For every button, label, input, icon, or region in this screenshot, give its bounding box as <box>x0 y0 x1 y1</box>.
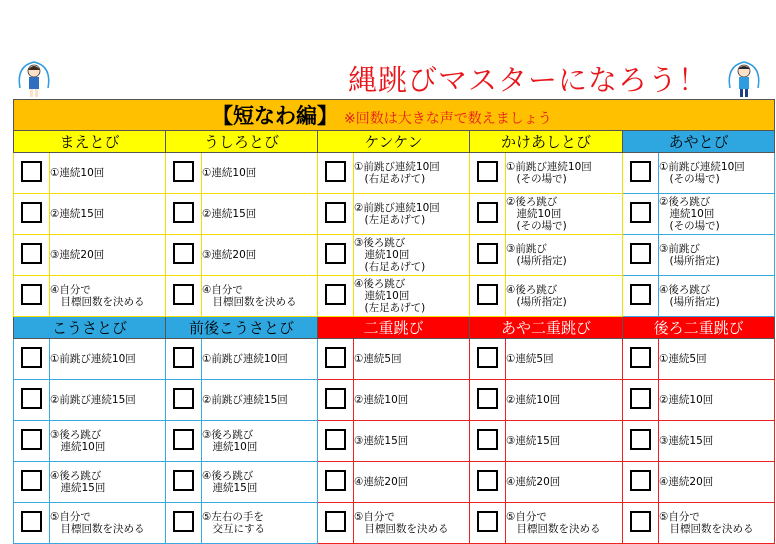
task-label: ④連続20回 <box>659 462 775 503</box>
header-ushiro-nijuutobi: 後ろ二重跳び <box>623 317 775 339</box>
checkbox[interactable] <box>470 276 506 317</box>
task-label: ③連続15回 <box>354 421 470 462</box>
task-label: ①連続5回 <box>354 339 470 380</box>
checkbox[interactable] <box>14 194 50 235</box>
task-label: ②後ろ跳び 連続10回 (その場で) <box>506 194 623 235</box>
header-maetobi: まえとび <box>14 131 166 153</box>
checkbox[interactable] <box>166 194 202 235</box>
checkbox[interactable] <box>318 153 354 194</box>
task-label: ②後ろ跳び 連続10回 (その場で) <box>659 194 775 235</box>
checkbox[interactable] <box>318 462 354 503</box>
header-nijuutobi: 二重跳び <box>318 317 470 339</box>
table-row <box>14 276 775 317</box>
checkbox[interactable] <box>166 380 202 421</box>
checkbox[interactable] <box>14 153 50 194</box>
table-row <box>14 380 775 421</box>
header-ushirotobi: うしろとび <box>166 131 318 153</box>
task-label: ①前跳び連続10回 <box>202 339 318 380</box>
checkbox[interactable] <box>166 235 202 276</box>
section-title: 【短なわ編】 <box>212 104 338 128</box>
task-label: ③前跳び (場所指定) <box>659 235 775 276</box>
checkbox[interactable] <box>318 380 354 421</box>
task-label: ①連続5回 <box>506 339 623 380</box>
checkbox[interactable] <box>623 503 659 544</box>
header-kousatobi: こうさとび <box>14 317 166 339</box>
task-label: ③後ろ跳び 連続10回 (右足あげて) <box>354 235 470 276</box>
task-label: ②連続10回 <box>659 380 775 421</box>
checklist-table <box>13 99 775 544</box>
task-label: ④連続20回 <box>354 462 470 503</box>
task-label: ③連続15回 <box>506 421 623 462</box>
task-label: ④自分で 目標回数を決める <box>50 276 166 317</box>
task-label: ④後ろ跳び 連続15回 <box>50 462 166 503</box>
checkbox[interactable] <box>623 153 659 194</box>
section-note: ※回数は大きな声で数えましょう <box>344 111 552 127</box>
header-ayatobi: あやとび <box>623 131 775 153</box>
checkbox[interactable] <box>14 380 50 421</box>
task-label: ⑤自分で 目標回数を決める <box>50 503 166 544</box>
task-label: ①連続10回 <box>50 153 166 194</box>
header-zengo-kousatobi: 前後こうさとび <box>166 317 318 339</box>
task-label: ③後ろ跳び 連続10回 <box>202 421 318 462</box>
checkbox[interactable] <box>166 276 202 317</box>
checkbox[interactable] <box>14 503 50 544</box>
checkbox[interactable] <box>166 462 202 503</box>
header-kenken: ケンケン <box>318 131 470 153</box>
checkbox[interactable] <box>14 462 50 503</box>
task-label: ④後ろ跳び 連続10回 (左足あげて) <box>354 276 470 317</box>
task-label: ③後ろ跳び 連続10回 <box>50 421 166 462</box>
table-row <box>14 194 775 235</box>
table-row <box>14 235 775 276</box>
checkbox[interactable] <box>470 503 506 544</box>
task-label: ④後ろ跳び (場所指定) <box>659 276 775 317</box>
checkbox[interactable] <box>318 421 354 462</box>
checkbox[interactable] <box>623 380 659 421</box>
task-label: ①連続10回 <box>202 153 318 194</box>
task-label: ③連続15回 <box>659 421 775 462</box>
checkbox[interactable] <box>623 276 659 317</box>
task-label: ②前跳び連続15回 <box>50 380 166 421</box>
checkbox[interactable] <box>470 153 506 194</box>
checkbox[interactable] <box>14 276 50 317</box>
task-label: ④後ろ跳び 連続15回 <box>202 462 318 503</box>
section-banner <box>14 100 775 131</box>
checkbox[interactable] <box>14 235 50 276</box>
task-label: ②前跳び連続10回 (左足あげて) <box>354 194 470 235</box>
task-label: ③前跳び (場所指定) <box>506 235 623 276</box>
table-row <box>14 462 775 503</box>
checkbox[interactable] <box>166 503 202 544</box>
task-label: ①前跳び連続10回 (その場で) <box>506 153 623 194</box>
checkbox[interactable] <box>318 235 354 276</box>
task-label: ②連続15回 <box>202 194 318 235</box>
table-row <box>14 421 775 462</box>
checkbox[interactable] <box>14 421 50 462</box>
task-label: ②前跳び連続15回 <box>202 380 318 421</box>
checkbox[interactable] <box>318 194 354 235</box>
task-label: ①前跳び連続10回 (右足あげて) <box>354 153 470 194</box>
jump-rope-boy-icon <box>724 58 764 104</box>
table-row <box>14 503 775 544</box>
checkbox[interactable] <box>166 153 202 194</box>
header-kakeashitobi: かけあしとび <box>470 131 623 153</box>
checkbox[interactable] <box>166 421 202 462</box>
task-label: ④連続20回 <box>506 462 623 503</box>
checkbox[interactable] <box>470 339 506 380</box>
checkbox[interactable] <box>623 235 659 276</box>
task-label: ⑤自分で 目標回数を決める <box>659 503 775 544</box>
jump-rope-girl-icon <box>14 58 54 104</box>
task-label: ②連続10回 <box>506 380 623 421</box>
header-aya-nijuutobi: あや二重跳び <box>470 317 623 339</box>
page-title: 縄跳びマスターになろう！ <box>348 63 709 97</box>
checkbox[interactable] <box>470 421 506 462</box>
checkbox[interactable] <box>623 421 659 462</box>
checkbox[interactable] <box>470 380 506 421</box>
checkbox[interactable] <box>318 276 354 317</box>
task-label: ③連続20回 <box>50 235 166 276</box>
checkbox[interactable] <box>623 339 659 380</box>
task-label: ②連続10回 <box>354 380 470 421</box>
checkbox[interactable] <box>318 339 354 380</box>
task-label: ⑤自分で 目標回数を決める <box>354 503 470 544</box>
task-label: ①前跳び連続10回 (その場で) <box>659 153 775 194</box>
checkbox[interactable] <box>470 194 506 235</box>
task-label: ⑤左右の手を 交互にする <box>202 503 318 544</box>
checkbox[interactable] <box>623 462 659 503</box>
task-label: ②連続15回 <box>50 194 166 235</box>
task-label: ④後ろ跳び (場所指定) <box>506 276 623 317</box>
table-row <box>14 339 775 380</box>
task-label: ④自分で 目標回数を決める <box>202 276 318 317</box>
checkbox[interactable] <box>166 339 202 380</box>
checkbox[interactable] <box>318 503 354 544</box>
task-label: ①連続5回 <box>659 339 775 380</box>
task-label: ③連続20回 <box>202 235 318 276</box>
task-label: ⑤自分で 目標回数を決める <box>506 503 623 544</box>
checkbox[interactable] <box>14 339 50 380</box>
checkbox[interactable] <box>623 194 659 235</box>
task-label: ①前跳び連続10回 <box>50 339 166 380</box>
checkbox[interactable] <box>470 462 506 503</box>
table-row <box>14 153 775 194</box>
checkbox[interactable] <box>470 235 506 276</box>
